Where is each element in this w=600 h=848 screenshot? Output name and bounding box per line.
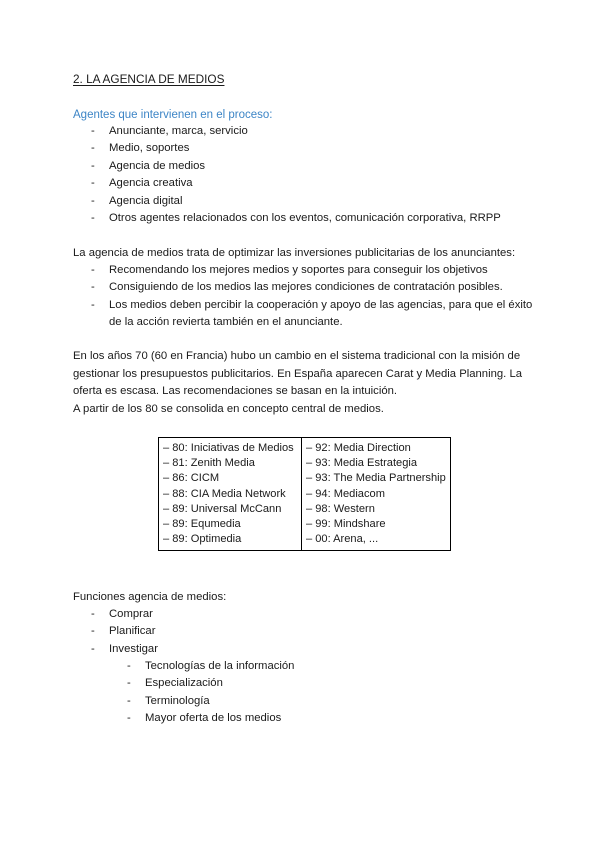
optimizar-intro: La agencia de medios trata de optimizar las inversiones publicitarias de los anunciantes: [73,247,516,259]
table-cell: – 89: Universal McCann [163,502,282,515]
agencias-table [158,437,451,551]
table-cell: – 89: Equmedia [163,517,241,530]
table-cell: – 86: CICM [163,472,220,485]
table-cell: – 93: The Media Partnership [306,472,446,485]
historia-line: oferta es escasa. Las recomendaciones se basan en la intuición. [73,385,398,397]
table-row [159,438,451,551]
historia-line: gestionar los presupuestos publicitarios. En España aparecen Carat y Media Planning. La [73,368,523,380]
document-page: 2. LA AGENCIA DE MEDIOS Agentes que intervienen en el proceso: - Anunciante, marca, servicio - Medio, soportes - Agencia de medios - Agencia creativa - Agencia digital - Otros agentes relacionados con los eventos, comunicación corporativa, RRPP La agencia de medios trata de optimizar las inversiones publicitarias de los anunciantes: - Recomendando los mejores medios y soportes para conseguir los objetivos - Consiguiendo de los medios las mejores condiciones de contratación posibles. - Los medios deben percibir la cooperación y apoyo de las agencias, para que el éxito de la acción revierta también en el anunciante. En los años 70 (60 en Francia) hubo un cambio en el sistema tradicional con la misión de gestionar los presupuestos publicitarios. En España aparecen Carat y Media Planning. La oferta es escasa. Las recomendaciones se basan en la intuición. A partir de los 80 se consolida en concepto central de medios. – 80: Iniciativas de Medios – 81: Zenith Media – 86: CICM – 88: CIA Media Network – 89: Universal McCann – 89: Equmedia – 89: Optimedia – 92: Media Direction – 93: Media Estrategia – 93: The Media Partnership – 94: Mediacom – 98: Western – 99: Mindshare – 00: Arena, ... Funciones agencia de medios: - Comprar - Planificar - Investigar - Tecnologías de la información - Especialización - Terminología - Mayor oferta de los medios [73,72,533,725]
funciones-heading: Funciones agencia de medios: [73,591,227,603]
agencias-col-2 [302,438,451,551]
table-cell: – 81: Zenith Media [163,457,255,470]
agencias-col-1 [159,438,302,551]
table-cell: – 94: Mediacom [306,487,385,500]
historia-line: En los años 70 (60 en Francia) hubo un cambio en el sistema tradicional con la misión de [73,350,521,362]
agentes-heading: Agentes que intervienen en el proceso: [73,109,273,121]
table-cell: – 99: Mindshare [306,517,386,530]
table-cell: – 93: Media Estrategia [306,457,418,470]
table-cell: – 92: Media Direction [306,442,411,454]
section-title: 2. LA AGENCIA DE MEDIOS [73,72,225,86]
table-cell: – 00: Arena, ... [306,533,379,546]
table-cell: – 89: Optimedia [163,533,242,546]
table-cell: – 88: CIA Media Network [163,487,286,500]
table-cell: – 80: Iniciativas de Medios [163,442,294,454]
historia-line: A partir de los 80 se consolida en concepto central de medios. [73,403,384,415]
table-cell: – 98: Western [306,502,375,515]
